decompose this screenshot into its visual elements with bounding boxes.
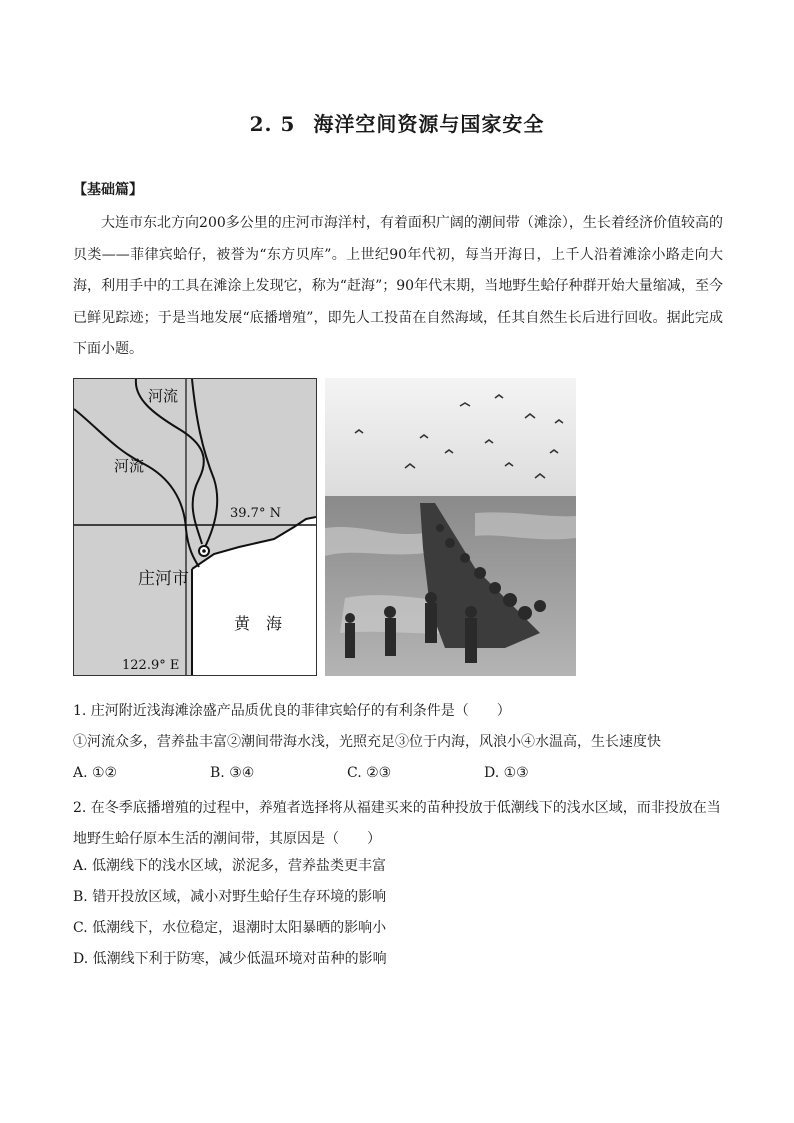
section-number: 2. 5 bbox=[249, 112, 296, 136]
option-c[interactable]: C. 低潮线下，水位稳定，退潮时太阳暴晒的影响小 bbox=[73, 920, 387, 936]
longitude-label: 122.9° E bbox=[122, 658, 180, 673]
option-b[interactable]: B. ③④ bbox=[210, 765, 255, 781]
option-b[interactable]: B. 错开投放区域，减小对野生蛤仔生存环境的影响 bbox=[73, 889, 387, 905]
section-title: 海洋空间资源与国家安全 bbox=[313, 112, 545, 136]
sea-label: 黄 海 bbox=[234, 614, 283, 633]
sky bbox=[325, 378, 576, 496]
reading-passage: 大连市东北方向200多公里的庄河市海洋村，有着面积广阔的潮间带（滩涂），生长着经济价值较高的贝类——菲律宾蛤仔，被誉为“东方贝库”。上世纪90年代初，每当开海日，上千人沿着滩涂小路走向大海，利用手中的工具在滩涂上发现它，称为“赶海”；90年代末期，当地野生蛤仔种群开始大量缩减，至今已鲜见踪迹；于是当地发展“底播增殖”，即先人工投苗在自然海域，任其自然生长后进行回收。据此完成下面小题。 bbox=[73, 215, 723, 357]
option-c[interactable]: C. ②③ bbox=[347, 765, 392, 781]
latitude-label: 39.7° N bbox=[230, 506, 281, 521]
city-label: 庄河市 bbox=[138, 569, 189, 589]
section-label: 【基础篇】 bbox=[73, 182, 143, 198]
option-a[interactable]: A. ①② bbox=[73, 765, 118, 781]
question-1-stem: 1. 庄河附近浅海滩涂盛产品质优良的菲律宾蛤仔的有利条件是（ ） bbox=[73, 703, 511, 719]
tidal-flat-photo bbox=[325, 378, 576, 676]
page-title bbox=[0, 108, 794, 137]
sea-area bbox=[192, 517, 316, 675]
map-drawing bbox=[74, 379, 316, 675]
location-map bbox=[73, 378, 317, 676]
river-label-2: 河流 bbox=[114, 457, 145, 475]
option-d[interactable]: D. ①③ bbox=[484, 765, 529, 781]
question-2-stem: 2. 在冬季底播增殖的过程中，养殖者选择将从福建买来的苗种投放于低潮线下的浅水区域，而非投放在当地野生蛤仔原本生活的潮间带，其原因是（ ） bbox=[73, 800, 721, 847]
option-d[interactable]: D. 低潮线下利于防寒，减少低温环境对苗种的影响 bbox=[73, 951, 387, 967]
photo-drawing bbox=[325, 378, 576, 676]
question-1-statements: ①河流众多，营养盐丰富②潮间带海水浅，光照充足③位于内海，风浪小④水温高，生长速度快 bbox=[73, 734, 661, 750]
option-a[interactable]: A. 低潮线下的浅水区域，淤泥多，营养盐类更丰富 bbox=[73, 858, 387, 874]
question-1-options bbox=[73, 762, 723, 784]
river-label-1: 河流 bbox=[148, 387, 179, 405]
river-3 bbox=[74, 409, 199, 567]
